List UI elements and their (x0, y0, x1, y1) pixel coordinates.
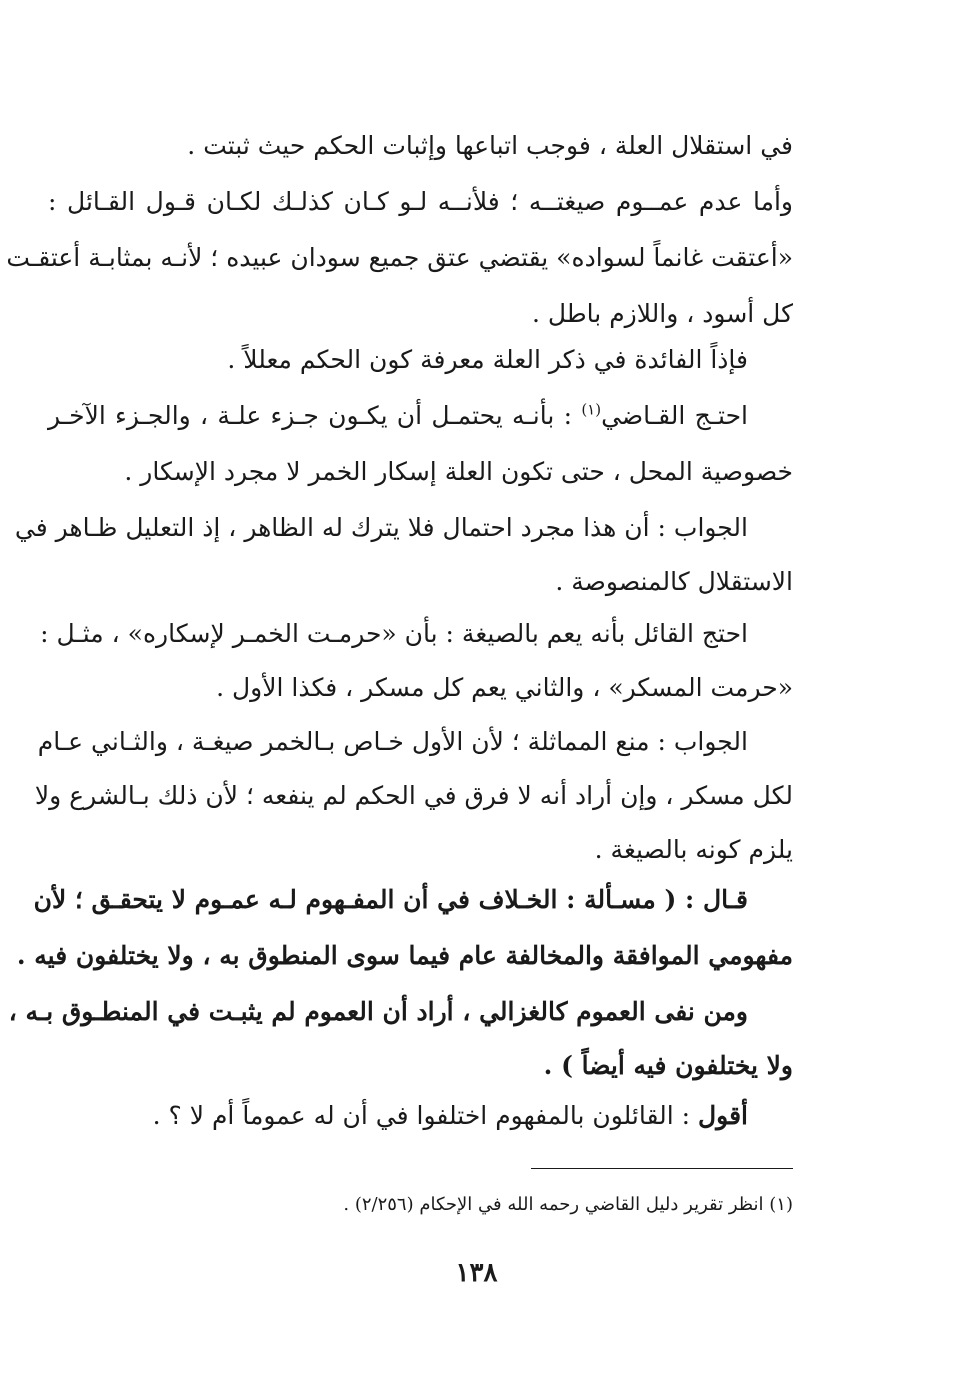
text-line: «حرمت المسكر» ، والثاني يعم كل مسكر ، فكذا الأول . (216, 673, 793, 702)
text-line: في استقلال العلة ، فوجب اتباعها وإثبات الحكم حيث ثبتت . (187, 131, 793, 160)
quote-line: قـال : ( مسـألة : الخـلاف في أن المفـهوم لـه عمـوم لا يتحقـق ؛ لأن (33, 885, 748, 914)
text-line: كل أسود ، واللازم باطل . (531, 299, 793, 328)
text-line (153, 1096, 748, 1136)
footnote-separator (531, 1168, 793, 1169)
text-line: الجواب : أن هذا مجرد احتمال فلا يترك له الظاهر ، إذ التعليل ظـاهر في (14, 513, 748, 542)
text-line: فإذاً الفائدة في ذكر العلة معرفة كون الحكم معللاً . (227, 345, 748, 374)
footnote: (١) انظر تقرير دليل القاضي رحمه الله في الإحكام (٢/٢٥٦) . (343, 1194, 793, 1215)
text-line: احتج القائل بأنه يعم بالصيغة : بأن «حرمـت الخمـر لإسكاره» ، مثـل : (40, 619, 748, 648)
text-line: وأما عدم عمــوم صيغتــه ؛ فلأنــه لـو كـان كذلـك لكـان قـول القـائل : (48, 187, 793, 216)
quote-line: ولا يختلفون فيه أيضاً ) . (543, 1051, 793, 1080)
text-line: خصوصية المحل ، حتى تكون العلة إسكار الخمر لا مجرد الإسكار . (124, 457, 793, 486)
text-segment: : القائلون بالمفهوم اختلفوا في أن له عموماً أم لا ؟ . (152, 1101, 691, 1130)
quote-line: ومن نفى العموم كالغزالي ، أراد أن العموم لم يثبـت في المنطـوق بـه ، (8, 997, 748, 1026)
text-segment: احتـج القـاضي (601, 401, 749, 430)
text-line: الاستقلال كالمنصوصة . (555, 567, 793, 596)
text-line: يلزم كونه بالصيغة . (594, 835, 793, 864)
page-number: ١٣٨ (455, 1258, 498, 1288)
lead-word: أقول (698, 1101, 748, 1130)
quote-line: مفهومي الموافقة والمخالفة عام فيما سوى المنطوق به ، ولا يختلفون فيه . (16, 941, 793, 970)
text-segment: : بأنـه يحتمـل أن يكـون جـزء علـة ، والجـزء الآخـر (48, 401, 573, 430)
footnote-marker: (١) (581, 400, 602, 419)
text-line: «أعتقت غانماً لسواده» يقتضي عتق جميع سودان عبيده ؛ لأنـه بمثابـة أعتقـت (6, 243, 793, 272)
text-line: لكل مسكر ، وإن أراد أنه لا فرق في الحكم لم ينفعه ؛ لأن ذلك بـالشرع ولا (34, 781, 793, 810)
text-line: الجواب : منع المماثلة ؛ لأن الأول خـاص بـالخمر صيغـة ، والثـاني عـام (37, 727, 748, 756)
text-line (48, 396, 748, 436)
